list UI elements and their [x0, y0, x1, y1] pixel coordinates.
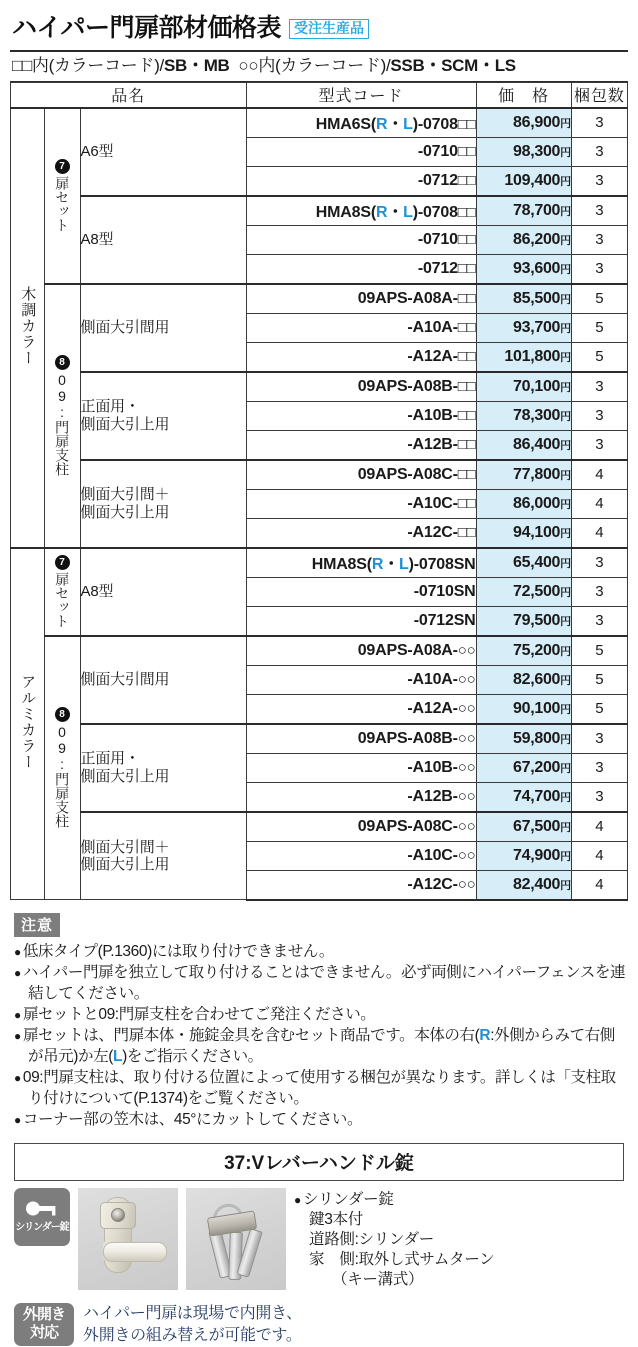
notes-tag: 注意	[14, 913, 60, 937]
package-count-cell: 3	[571, 606, 627, 636]
column-header-price: 価 格	[476, 82, 571, 108]
model-code-cell: 09APS-A08B-○○	[246, 724, 476, 754]
model-code-cell: HMA6S(R・L)-0708□□	[246, 108, 476, 138]
legend-square-text: □□内(カラーコード)/	[12, 56, 164, 75]
package-count-cell: 3	[571, 196, 627, 226]
model-code-cell: -A12B-○○	[246, 782, 476, 812]
table-row	[11, 636, 628, 666]
model-code-cell: -0712□□	[246, 166, 476, 196]
product-name-cell	[80, 636, 246, 724]
package-count-cell: 3	[571, 108, 627, 138]
lock-description	[294, 1188, 494, 1291]
product-name-cell	[80, 724, 246, 812]
package-count-cell: 4	[571, 841, 627, 870]
note-item: ● 低床タイプ(P.1360)には取り付けできません。	[14, 942, 628, 962]
package-count-cell: 3	[571, 548, 627, 578]
package-count-cell: 3	[571, 753, 627, 782]
model-code-cell: HMA8S(R・L)-0708□□	[246, 196, 476, 226]
cylinder-lock-badge	[14, 1188, 70, 1246]
price-cell: 59,800円	[476, 724, 571, 754]
price-cell: 79,500円	[476, 606, 571, 636]
price-cell: 94,100円	[476, 518, 571, 548]
legend-circle-codes: SSB・SCM・LS	[390, 56, 516, 75]
price-cell: 74,700円	[476, 782, 571, 812]
lever-handle-photo	[78, 1188, 178, 1290]
price-cell: 86,400円	[476, 430, 571, 460]
product-name-line: 正面用・	[80, 750, 140, 768]
category-label: 木調カラー	[19, 285, 37, 366]
notes-section	[10, 913, 628, 1131]
package-count-cell: 3	[571, 401, 627, 430]
note-item: ● 扉セットは、門扉本体・施錠金具を含むセット商品です。本体の右(R:外側からみて右側が吊元)か左(L)をご指示ください。	[14, 1026, 628, 1067]
page-header	[10, 0, 628, 41]
package-count-cell: 3	[571, 577, 627, 606]
outward-opening-footer	[10, 1303, 628, 1346]
product-name-cell	[80, 284, 246, 372]
model-code-cell: 09APS-A08A-□□	[246, 284, 476, 314]
package-count-cell: 3	[571, 166, 627, 196]
table-row	[11, 372, 628, 402]
model-code-cell: 09APS-A08B-□□	[246, 372, 476, 402]
price-cell: 86,000円	[476, 489, 571, 518]
group-number-icon: 8	[55, 355, 70, 370]
outward-opening-text-line2: 外開きの組み替えが可能です。	[83, 1327, 302, 1345]
product-name-line: 側面大引間＋	[80, 838, 170, 856]
product-name-line: 側面大引上用	[80, 415, 170, 433]
legend-square-codes: SB・MB	[163, 56, 230, 75]
package-count-cell: 5	[571, 313, 627, 342]
table-row	[11, 548, 628, 578]
outward-opening-badge-line1: 外開き	[22, 1306, 65, 1324]
price-cell: 93,700円	[476, 313, 571, 342]
model-code-cell: -A10A-□□	[246, 313, 476, 342]
lock-desc-heading: ● シリンダー錠	[294, 1191, 394, 1208]
notes-list	[14, 942, 628, 1131]
color-code-legend	[10, 50, 628, 82]
package-count-cell: 5	[571, 284, 627, 314]
model-code-cell: -A10B-□□	[246, 401, 476, 430]
lever-shape	[103, 1242, 167, 1262]
lock-desc-line: 道路側:シリンダー	[309, 1231, 434, 1248]
model-code-cell: 09APS-A08C-○○	[246, 812, 476, 842]
product-name-line: A8型	[80, 583, 114, 601]
product-name-line: A6型	[80, 143, 114, 161]
category-label-cell	[11, 108, 45, 548]
table-row	[11, 108, 628, 138]
price-cell: 75,200円	[476, 636, 571, 666]
outward-opening-text-line1: ハイパー門扉は現場で内開き、	[83, 1305, 302, 1323]
key-icon	[25, 1201, 59, 1221]
model-code-cell: 09APS-A08C-□□	[246, 460, 476, 490]
table-row	[11, 812, 628, 842]
group-label-cell	[44, 548, 80, 636]
price-cell: 86,200円	[476, 225, 571, 254]
group-number-icon: 7	[55, 159, 70, 174]
product-name-line: 側面大引上用	[80, 855, 170, 873]
package-count-cell: 4	[571, 460, 627, 490]
model-code-cell: -A10A-○○	[246, 665, 476, 694]
product-name-cell	[80, 812, 246, 900]
price-cell: 90,100円	[476, 694, 571, 724]
price-cell: 86,900円	[476, 108, 571, 138]
product-name-cell	[80, 548, 246, 636]
package-count-cell: 4	[571, 489, 627, 518]
package-count-cell: 3	[571, 137, 627, 166]
outward-opening-text	[83, 1303, 302, 1346]
product-name-line: 側面大引上用	[80, 767, 170, 785]
column-header-pkg: 梱包数	[571, 82, 627, 108]
package-count-cell: 3	[571, 430, 627, 460]
package-count-cell: 5	[571, 636, 627, 666]
price-table	[10, 82, 628, 901]
model-code-cell: HMA8S(R・L)-0708SN	[246, 548, 476, 578]
keys-photo	[186, 1188, 286, 1290]
note-item: ● コーナー部の笠木は、45°にカットしてください。	[14, 1110, 628, 1130]
price-cell: 74,900円	[476, 841, 571, 870]
model-code-cell: 09APS-A08A-○○	[246, 636, 476, 666]
product-name-cell	[80, 196, 246, 284]
package-count-cell: 4	[571, 812, 627, 842]
table-row	[11, 460, 628, 490]
lock-desc-line-last: （キー溝式）	[332, 1271, 424, 1289]
product-name-line: A8型	[80, 231, 114, 249]
lock-section-title: 37:Vレバーハンドル錠	[14, 1143, 624, 1181]
legend-circle-text: ○○内(カラーコード)/	[238, 56, 391, 75]
price-cell: 82,600円	[476, 665, 571, 694]
price-cell: 77,800円	[476, 460, 571, 490]
price-cell: 78,700円	[476, 196, 571, 226]
table-row	[11, 196, 628, 226]
outward-opening-badge	[14, 1303, 74, 1345]
group-number-icon: 8	[55, 707, 70, 722]
made-to-order-badge: 受注生産品	[289, 19, 369, 39]
lock-desc-line: 家 側:取外し式サムターン	[309, 1251, 495, 1269]
page-title: ハイパー門扉部材価格表	[12, 14, 282, 42]
model-code-cell: -A12C-○○	[246, 870, 476, 900]
model-code-cell: -A12A-○○	[246, 694, 476, 724]
group-label-cell	[44, 108, 80, 284]
table-header	[11, 82, 628, 108]
product-name-line: 側面大引間＋	[80, 486, 170, 504]
package-count-cell: 3	[571, 372, 627, 402]
group-label-cell	[44, 636, 80, 900]
column-header-name: 品名	[11, 82, 247, 108]
price-cell: 67,200円	[476, 753, 571, 782]
model-code-cell: -A12C-□□	[246, 518, 476, 548]
package-count-cell: 3	[571, 225, 627, 254]
package-count-cell: 4	[571, 518, 627, 548]
price-cell: 93,600円	[476, 254, 571, 284]
model-code-cell: -0710SN	[246, 577, 476, 606]
category-label: アルミカラー	[19, 673, 37, 770]
table-body	[11, 108, 628, 900]
price-cell: 98,300円	[476, 137, 571, 166]
package-count-cell: 5	[571, 342, 627, 372]
product-name-line: 正面用・	[80, 398, 140, 416]
category-label-cell	[11, 548, 45, 900]
model-code-cell: -A10C-○○	[246, 841, 476, 870]
price-cell: 101,800円	[476, 342, 571, 372]
price-cell: 82,400円	[476, 870, 571, 900]
lock-desc-line: 鍵3本付	[309, 1210, 363, 1228]
model-code-cell: -A12A-□□	[246, 342, 476, 372]
price-cell: 72,500円	[476, 577, 571, 606]
price-cell: 70,100円	[476, 372, 571, 402]
product-name-cell	[80, 108, 246, 196]
group-label: 扉セット	[54, 176, 71, 233]
price-cell: 65,400円	[476, 548, 571, 578]
price-cell: 67,500円	[476, 812, 571, 842]
outward-opening-badge-line2: 対応	[29, 1324, 58, 1342]
note-item: ● 扉セットと09:門扉支柱を合わせてご発注ください。	[14, 1005, 628, 1025]
group-label: 09:門扉支柱	[54, 372, 71, 477]
model-code-cell: -0712SN	[246, 606, 476, 636]
model-code-cell: -0712□□	[246, 254, 476, 284]
model-code-cell: -A12B-□□	[246, 430, 476, 460]
package-count-cell: 5	[571, 665, 627, 694]
package-count-cell: 3	[571, 724, 627, 754]
note-item: ● ハイパー門扉を独立して取り付けることはできません。必ず両側にハイパーフェンスを連結してください。	[14, 963, 628, 1004]
column-header-code: 型式コード	[246, 82, 476, 108]
group-label: 扉セット	[54, 572, 71, 629]
note-item: ● 09:門扉支柱は、取り付ける位置によって使用する梱包が異なります。詳しくは「支柱取り付けについて(P.1374)をご覧ください。	[14, 1068, 628, 1109]
package-count-cell: 3	[571, 254, 627, 284]
price-cell: 78,300円	[476, 401, 571, 430]
model-code-cell: -0710□□	[246, 137, 476, 166]
price-cell: 109,400円	[476, 166, 571, 196]
product-name-cell	[80, 372, 246, 460]
model-code-cell: -A10C-□□	[246, 489, 476, 518]
package-count-cell: 5	[571, 694, 627, 724]
package-count-cell: 4	[571, 870, 627, 900]
table-row	[11, 724, 628, 754]
lock-section	[10, 1143, 628, 1291]
product-name-line: 側面大引間用	[80, 671, 170, 689]
price-cell: 85,500円	[476, 284, 571, 314]
model-code-cell: -0710□□	[246, 225, 476, 254]
product-name-line: 側面大引間用	[80, 319, 170, 337]
group-number-icon: 7	[55, 555, 70, 570]
cylinder-lock-badge-label: シリンダー錠	[15, 1221, 69, 1233]
product-name-line: 側面大引上用	[80, 503, 170, 521]
group-label-cell	[44, 284, 80, 548]
package-count-cell: 3	[571, 782, 627, 812]
cylinder-keyhole-shape	[111, 1208, 125, 1222]
model-code-cell: -A10B-○○	[246, 753, 476, 782]
table-row	[11, 284, 628, 314]
group-label: 09:門扉支柱	[54, 724, 71, 829]
product-name-cell	[80, 460, 246, 548]
